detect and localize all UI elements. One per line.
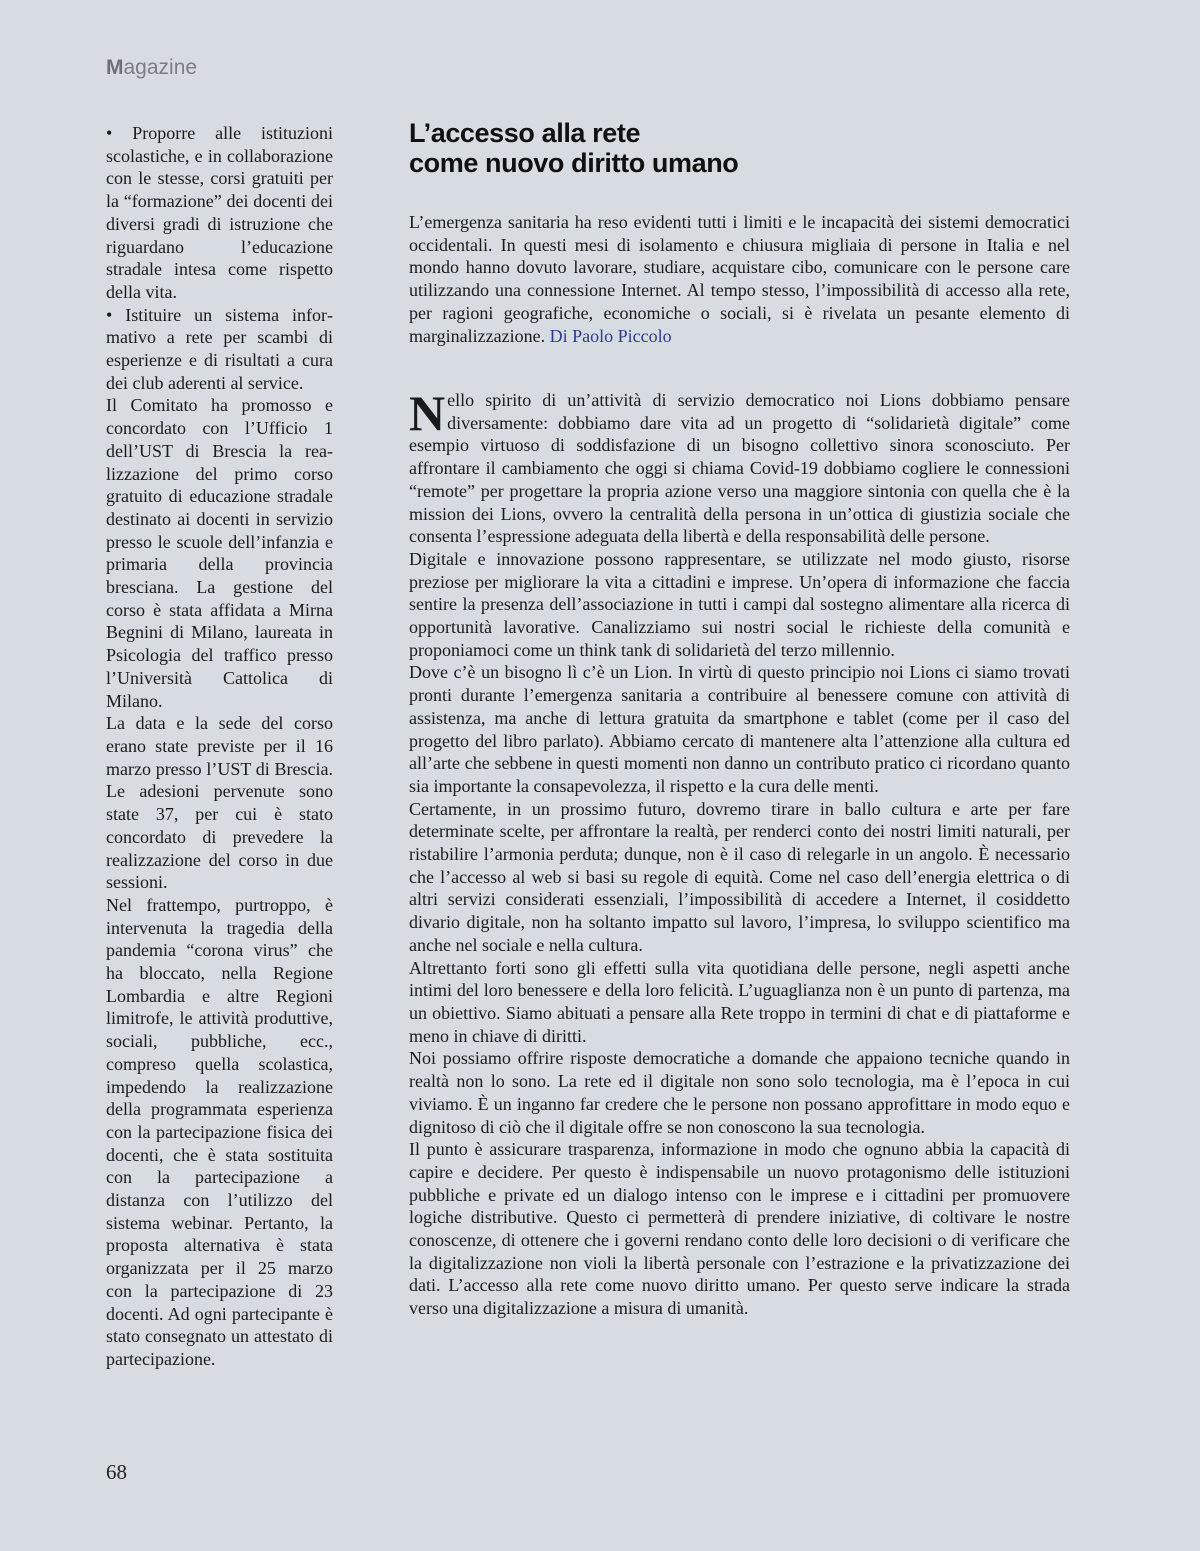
article-paragraph: Il punto è assicurare trasparenza, informazione in modo che ognuno abbia la capacità di capire e decidere. Per questo è indispensabile un nuovo protagonismo delle istituzioni pubbliche e private ed un dialogo intenso con le imprese e i cittadini per promuovere logiche distributive. Questo ci permetterà di prendere iniziative, di coltivare le nostre conoscenze, di ottenere che i governi rendano conto delle loro decisioni o di verificare che la digitalizzazione non violi la libertà personale con l’estrazione e la privatizzazione dei dati. L’accesso alla rete come nuovo diritto umano. Per questo serve indicare la strada verso una digitalizzazione a misura di umanità.	[409, 1139, 1070, 1319]
article-paragraph-text: ello spirito di un’attività di servizio democratico noi Lions dobbiamo pensare diversamente: dobbiamo dare vita ad un progetto di “solidarietà digitale” come esempio virtuoso di soddisfazione di un bisogno collettivo sinora sconosciuto. Per affrontare il cambiamento che oggi si chiama Covid-19 dobbiamo cogliere le connessioni “remote” per progettare la propria azione verso una maggiore sintonia con quella che è la mission dei Lions, ovvero la centralità della persona in un’ottica di giustizia sociale che consenta l’espressione adeguata della libertà e della responsabilità delle persone.	[409, 390, 1070, 547]
left-paragraph: Il Comitato ha promosso e concordato con l’Ufficio 1 dell’UST di Brescia la realizzazione del primo corso gratuito di educazione stradale destinato ai docenti in servizio presso le scuole dell’infanzia e primaria della provincia bresciana. La gestione del corso è stata affidata a Mirna Begnini di Milano, laureata in Psicologia del traffico presso l’Università Cattolica di Milano.	[106, 395, 333, 711]
section-header-initial: M	[106, 56, 124, 79]
left-paragraph: Nel frattempo, purtroppo, è intervenuta la tragedia della pandemia “corona virus” che ha bloccato, nella Regione Lombardia e altre Regioni limitrofe, le attività produttive, sociali, pubbliche, ecc., compreso quella scolastica, impedendo la realizzazione della programmata esperienza con la partecipazione fisica dei docenti, che è stata sostituita con la partecipazione a distanza con l’utilizzo del sistema webinar. Pertanto, la proposta alternativa è stata organizzata per il 25 marzo con la partecipazione di 23 docenti. Ad ogni partecipante è stato consegnato un attestato di partecipazione.	[106, 894, 333, 1369]
article-title	[409, 118, 1069, 178]
left-paragraph: • Istituire un sistema informativo a rete per scambi di esperienze e di risultati a cura dei club aderenti al service.	[106, 304, 333, 393]
article-title-line: L’accesso alla rete	[409, 118, 641, 148]
article-paragraph: Noi possiamo offrire risposte democratiche a domande che appaiono tecniche quando in realtà non lo sono. La rete ed il digitale non sono solo tecnologia, ma è l’epoca in cui viviamo. È un inganno far credere che le persone non possano approfittare in modo equo e dignitoso di ciò che il digitale offre se non conoscono la sua tecnologia.	[409, 1048, 1070, 1137]
left-paragraph: La data e la sede del corso erano state previste per il 16 marzo presso l’UST di Brescia. Le adesioni pervenute sono state 37, per cui è stato concordato di prevedere la realizzazione del corso in due sessioni.	[106, 713, 333, 893]
article-byline: Di Paolo Piccolo	[549, 325, 672, 346]
article-intro-text: L’emergenza sanitaria ha reso evidenti tutti i limiti e le incapacità dei sistemi democratici occidentali. In questi mesi di isolamento e chiusura migliaia di persone in Italia e nel mondo hanno dovuto lavorare, studiare, acquistare cibo, comunicare con le persone care utilizzando una connessione Internet. Al tempo stesso, l’impossibilità di accesso alla rete, per ragioni geografiche, economiche o sociali, si è rivelata un pesante elemento di marginalizzazione.	[409, 212, 1070, 346]
article-paragraph: Digitale e innovazione possono rappresentare, se utilizzate nel modo giusto, risorse preziose per migliorare la vita a cittadini e imprese. Un’opera di informazione che faccia sentire la presenza dell’associazione in tutti i campi dal sostegno alimentare alla ricerca di opportunità lavorative. Canalizziamo sui nostri social le richieste della comunità e proponiamoci come un think tank di solidarietà del terzo millennio.	[409, 548, 1070, 660]
article-paragraph	[409, 385, 1070, 548]
article-body	[409, 385, 1070, 1320]
article-paragraph: Certamente, in un prossimo futuro, dovremo tirare in ballo cultura e arte per fare determinate scelte, per affrontare la realtà, per renderci conto dei nostri limiti naturali, per ristabilire l’armonia perduta; dunque, non è il caso di relegarle in un angolo. È necessario che l’accesso al web si basi su regole di equità. Come nel caso dell’energia elettrica o di altri servizi considerati essenziali, l’impossibilità di accedere a Internet, il cosiddetto divario digitale, non ha soltanto impatto sul lavoro, l’impresa, lo sviluppo scientifico ma anche nel sociale e nella cultura.	[409, 798, 1070, 955]
left-column	[106, 122, 333, 1371]
section-header	[106, 56, 197, 80]
section-header-rest: agazine	[123, 56, 198, 79]
left-paragraph: • Proporre alle istituzioni scolastiche, e in collaborazione con le stesse, corsi gratuiti per la “formazione” dei docenti dei diversi gradi di istruzione che riguardano l’educazione stradale intesa come rispetto della vita.	[106, 123, 333, 302]
page-number: 68	[106, 1460, 127, 1484]
article-paragraph: Dove c’è un bisogno lì c’è un Lion. In virtù di questo principio noi Lions ci siamo trovati pronti durante l’emergenza sanitaria a contribuire al benessere comune con attività di assistenza, ma anche di lettura gratuita da smartphone e tablet (come per il caso del progetto del libro parlato). Abbiamo cercato di mantenere alta l’attenzione alla cultura ed all’arte che sebbene in questi momenti non danno un contributo pratico ci ricordano quanto sia importante la consapevolezza, il rispetto e la cura delle menti.	[409, 662, 1070, 796]
article-paragraph: Altrettanto forti sono gli effetti sulla vita quotidiana delle persone, negli aspetti anche intimi del loro benessere e della loro felicità. L’uguaglianza non è un punto di partenza, ma un obiettivo. Siamo abituati a pensare alla Rete troppo in termini di chat e di piattaforme e meno in chiave di diritti.	[409, 957, 1070, 1046]
article-title-line: come nuovo diritto umano	[409, 148, 739, 178]
drop-cap: N	[409, 385, 446, 441]
article-intro	[409, 211, 1070, 347]
